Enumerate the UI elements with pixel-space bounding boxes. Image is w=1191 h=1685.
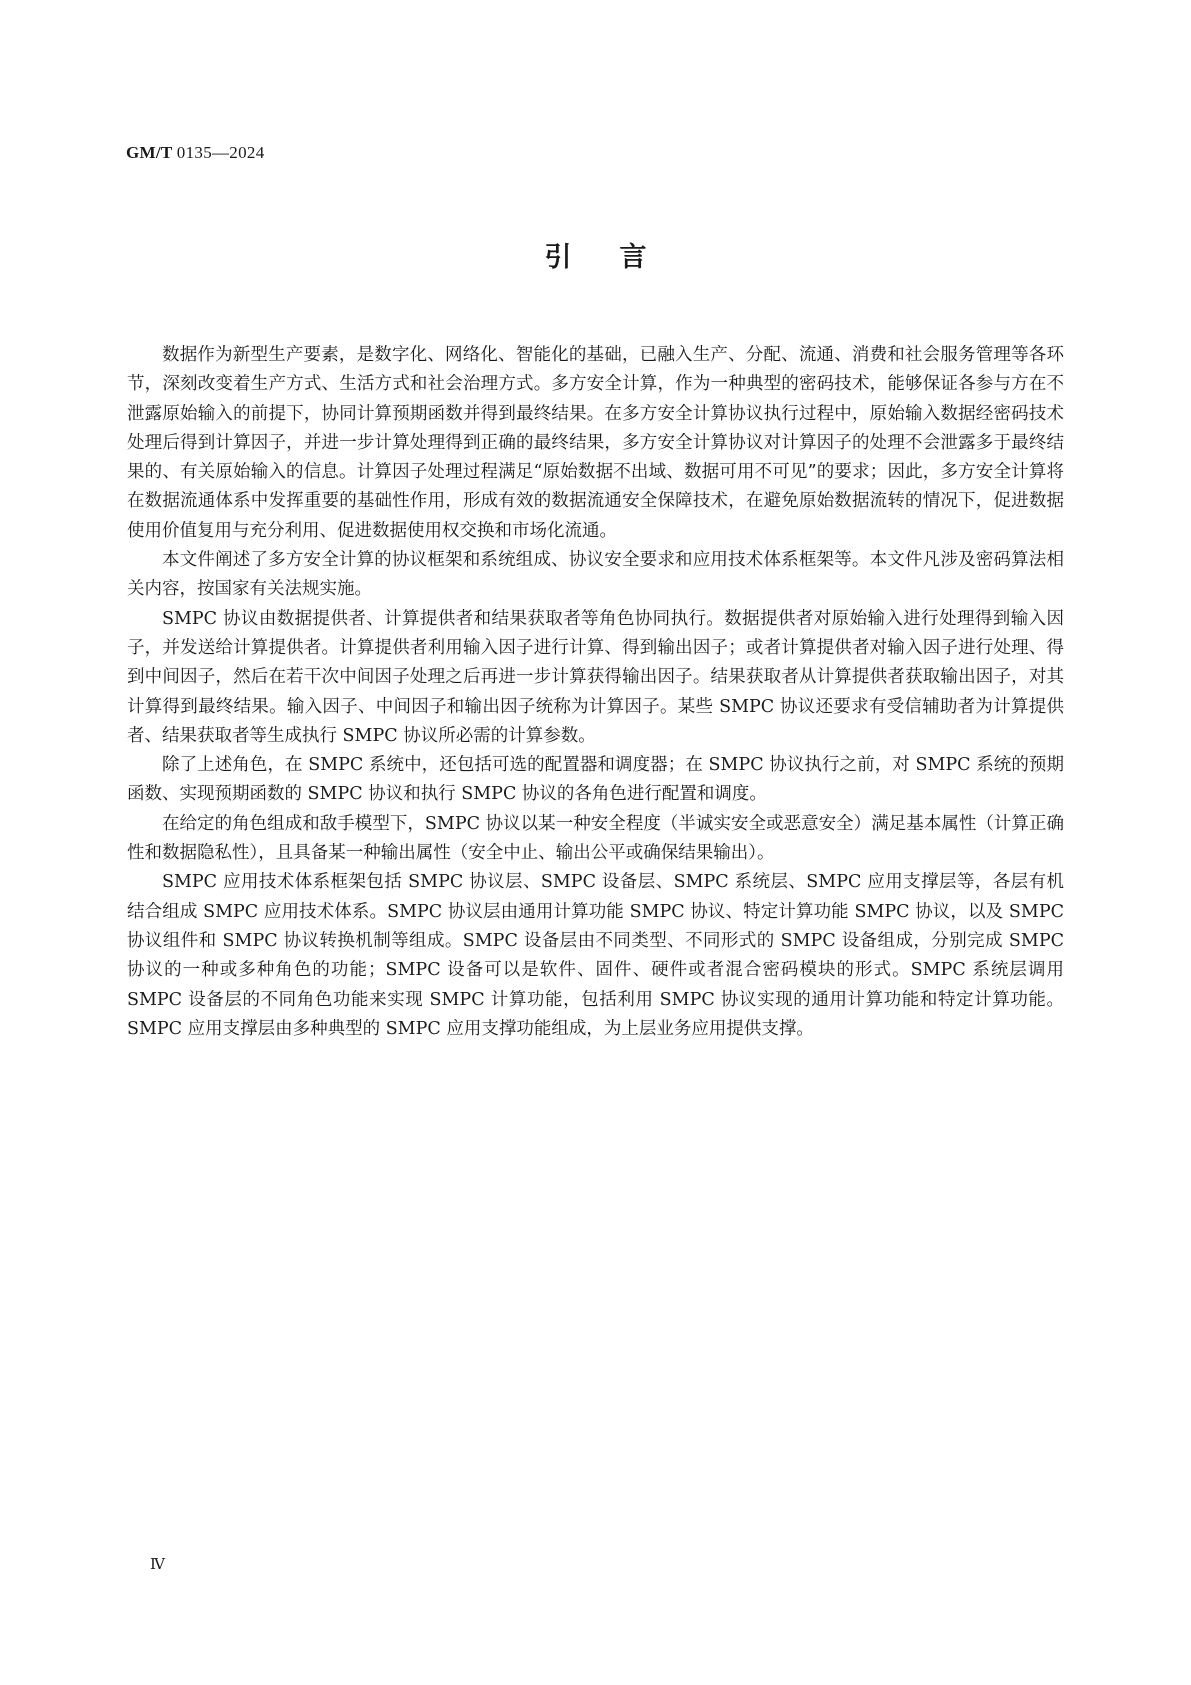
paragraph-5: 在给定的角色组成和敌手模型下，SMPC 协议以某一种安全程度（半诚实安全或恶意安全）满足基本属性（计算正确性和数据隐私性），且具备某一种输出属性（安全中止、输出公平或确保结果输出）。 — [127, 813, 1064, 864]
document-code-number: 0135—2024 — [176, 143, 265, 162]
page-number: Ⅳ — [150, 1557, 165, 1573]
document-code — [126, 143, 265, 163]
paragraph-6: SMPC 应用技术体系框架包括 SMPC 协议层、SMPC 设备层、SMPC 系统层、SMPC 应用支撑层等，各层有机结合组成 SMPC 应用技术体系。SMPC 协议层由通用计算功能 SMPC 协议、特定计算功能 SMPC 协议，以及 SMPC 协议组件和 SMPC 协议转换机制等组成。SMPC 设备层由不同类型、不同形式的 SMPC 设备组成，分别完成 SMPC 协议的一种或多种角色的功能；SMPC 设备可以是软件、固件、硬件或者混合密码模块的形式。SMPC 系统层调用 SMPC 设备层的不同角色功能来实现 SMPC 计算功能，包括利用 SMPC 协议实现的通用计算功能和特定计算功能。SMPC 应用支撑层由多种典型的 SMPC 应用支撑功能组成，为上层业务应用提供支撑。 — [127, 872, 1064, 1039]
paragraph-4: 除了上述角色，在 SMPC 系统中，还包括可选的配置器和调度器；在 SMPC 协议执行之前，对 SMPC 系统的预期函数、实现预期函数的 SMPC 协议和执行 SMPC 协议的各角色进行配置和调度。 — [127, 755, 1064, 805]
document-code-prefix: GM/T — [126, 143, 173, 162]
paragraph-3: SMPC 协议由数据提供者、计算提供者和结果获取者等角色协同执行。数据提供者对原始输入进行处理得到输入因子，并发送给计算提供者。计算提供者利用输入因子进行计算、得到输出因子；或者计算提供者对输入因子进行处理、得到中间因子，然后在若干次中间因子处理之后再进一步计算获得输出因子。结果获取者从计算提供者获取输出因子，对其计算得到最终结果。输入因子、中间因子和输出因子统称为计算因子。某些 SMPC 协议还要求有受信辅助者为计算提供者、结果获取者等生成执行 SMPC 协议所必需的计算参数。 — [127, 608, 1064, 746]
paragraph-2: 本文件阐述了多方安全计算的协议框架和系统组成、协议安全要求和应用技术体系框架等。本文件凡涉及密码算法相关内容，按国家有关法规实施。 — [127, 550, 1064, 600]
body-text — [127, 341, 1064, 1044]
section-title: 引言 — [544, 242, 695, 273]
paragraph-1: 数据作为新型生产要素，是数字化、网络化、智能化的基础，已融入生产、分配、流通、消费和社会服务管理等各环节，深刻改变着生产方式、生活方式和社会治理方式。多方安全计算，作为一种典型的密码技术，能够保证各参与方在不泄露原始输入的前提下，协同计算预期函数并得到最终结果。在多方安全计算协议执行过程中，原始输入数据经密码技术处理后得到计算因子，并进一步计算处理得到正确的最终结果，多方安全计算协议对计算因子的处理不会泄露多于最终结果的、有关原始输入的信息。计算因子处理过程满足“原始数据不出域、数据可用不可见”的要求；因此，多方安全计算将在数据流通体系中发挥重要的基础性作用，形成有效的数据流通安全保障技术，在避免原始数据流转的情况下，促进数据使用价值复用与充分利用、促进数据使用权交换和市场化流通。 — [127, 345, 1064, 541]
